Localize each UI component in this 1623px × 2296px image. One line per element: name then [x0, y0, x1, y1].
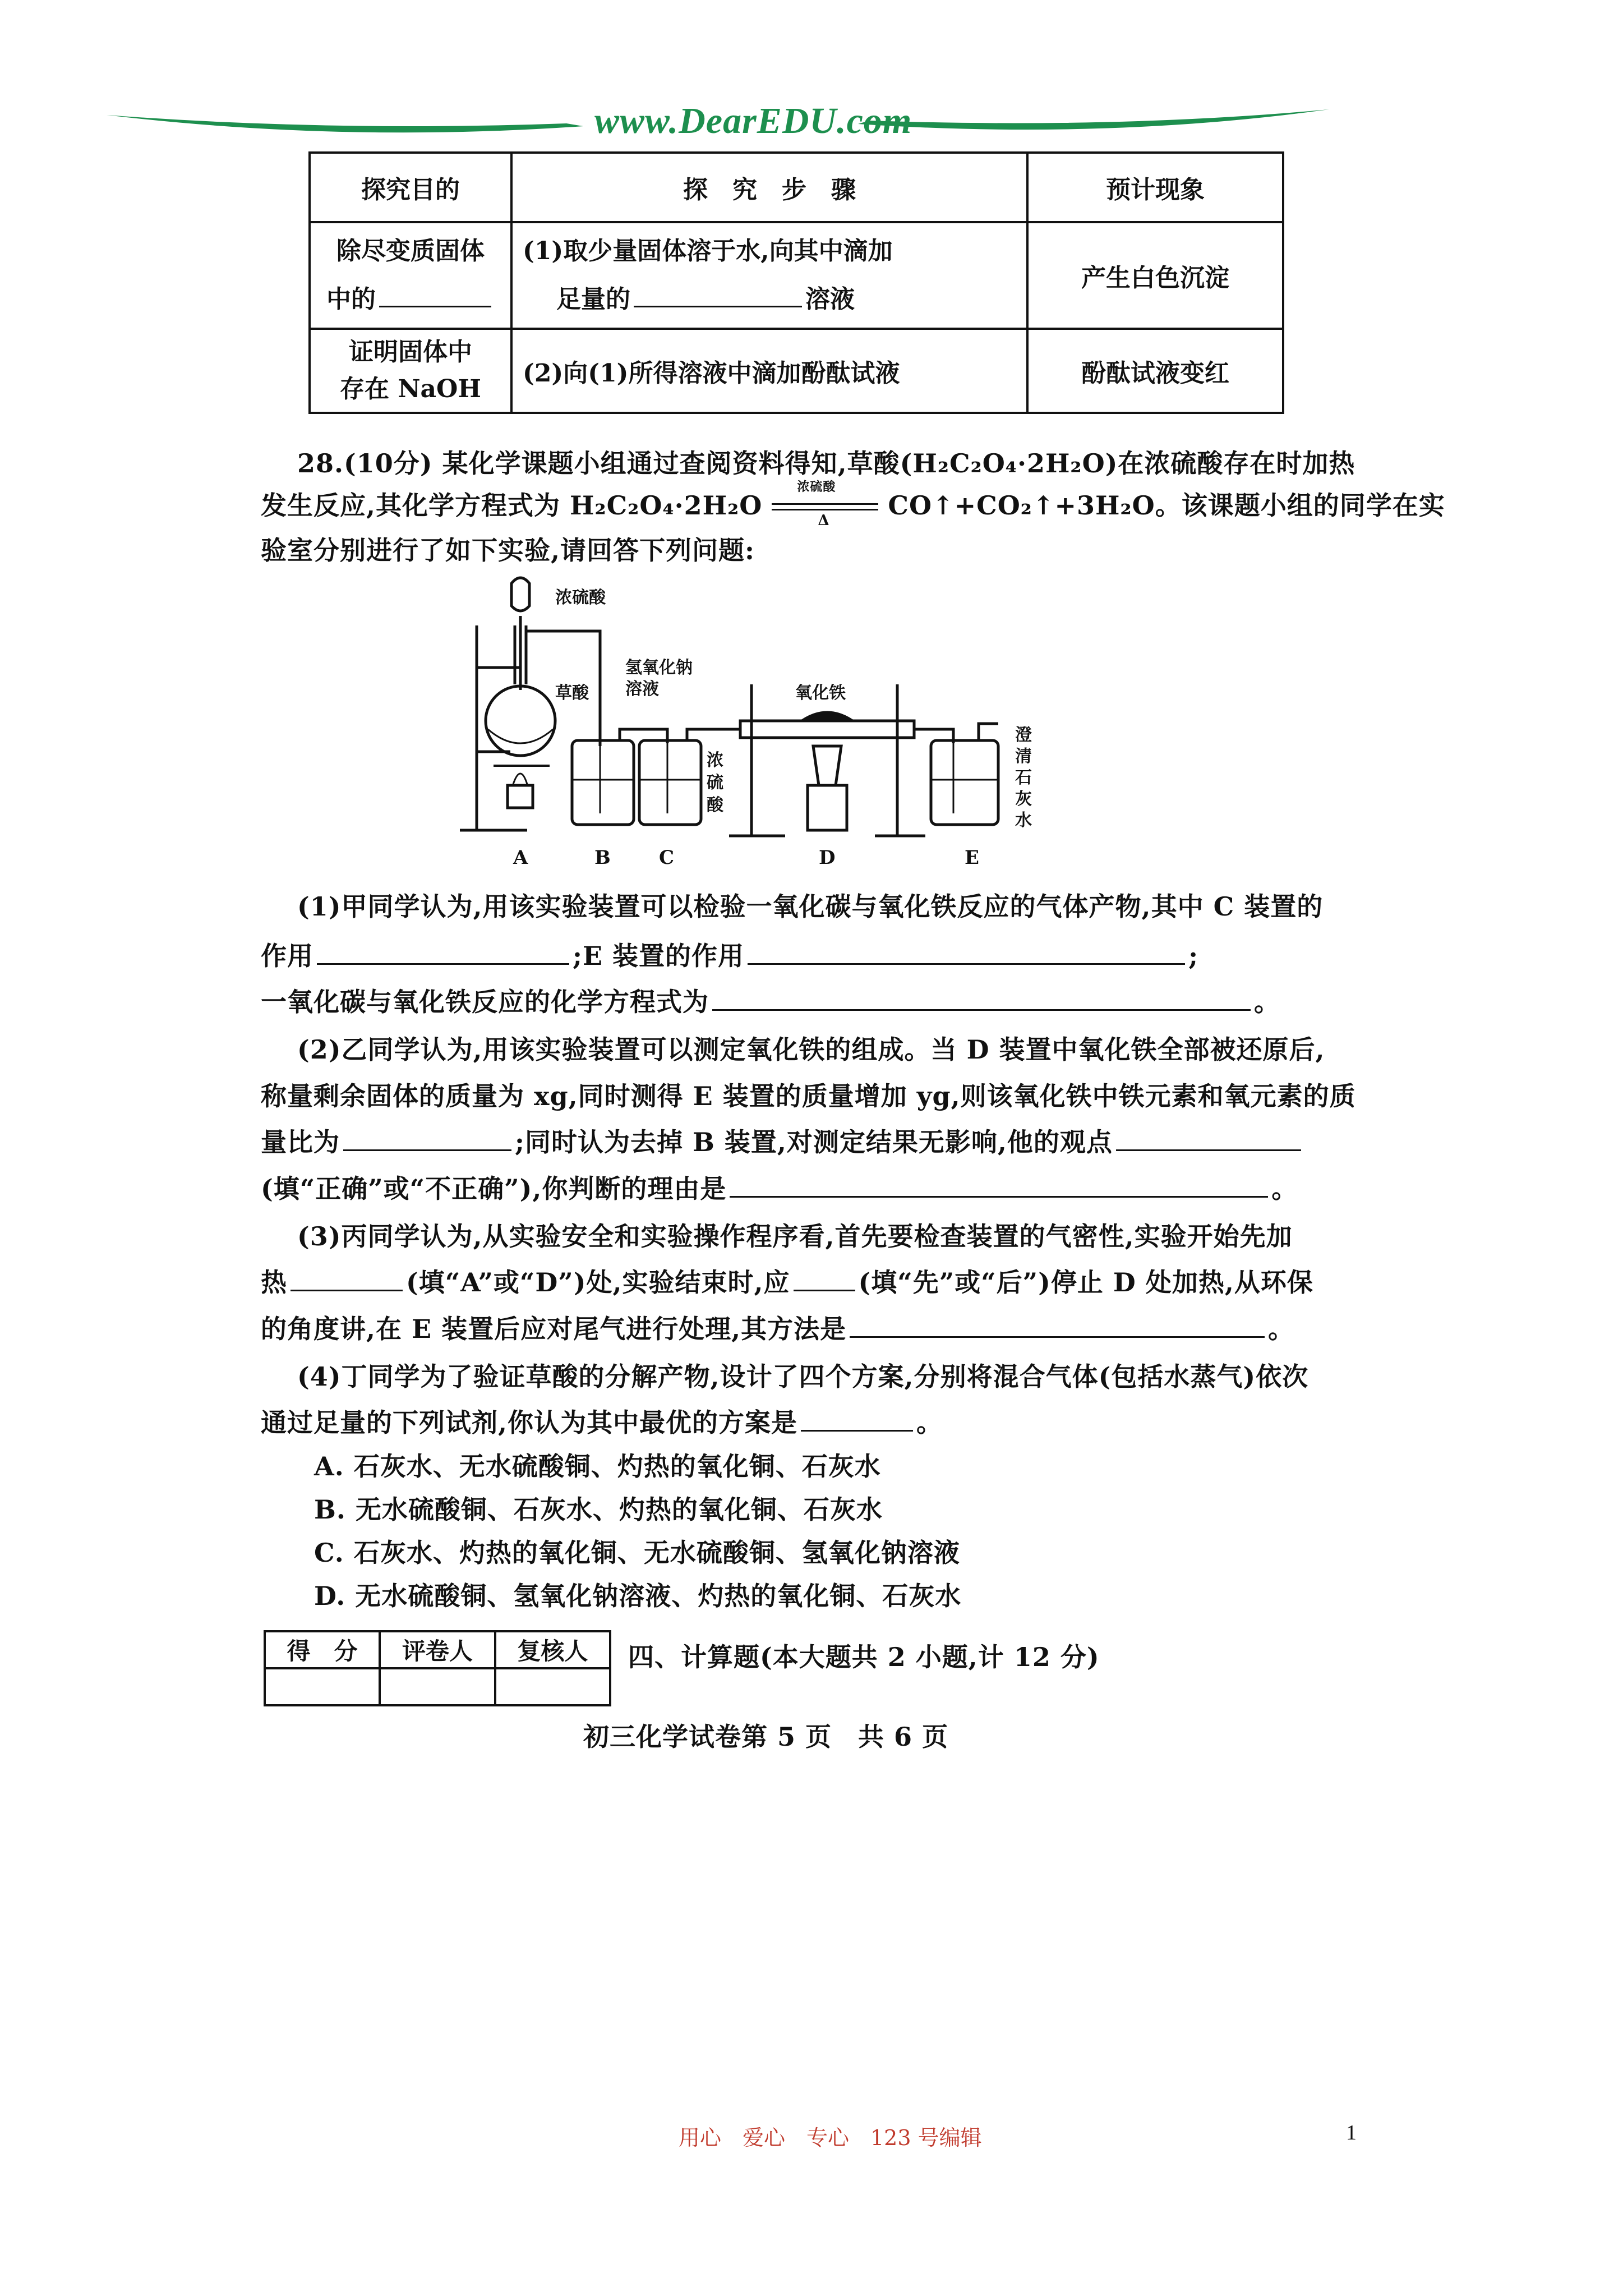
table-header-cell: 探 究 步 骤 — [511, 153, 1027, 222]
answer-blank[interactable] — [794, 1268, 855, 1291]
part1-line1: (1)甲同学认为,用该实验装置可以检验一氧化碳与氧化铁反应的气体产物,其中 C 装置的 — [297, 891, 1324, 922]
text: 作用 — [261, 941, 313, 971]
cell-text: 存在 NaOH — [340, 375, 481, 403]
probe-table — [308, 151, 1284, 414]
cell-text-blank — [523, 275, 1016, 324]
table-cell: 产生白色沉淀 — [1027, 222, 1283, 329]
table-cell: 酚酞试液变红 — [1027, 329, 1283, 413]
table-cell — [310, 222, 511, 329]
letter-c: C — [659, 846, 675, 869]
letter-b: B — [594, 846, 611, 869]
label-limewater-5: 水 — [1015, 811, 1032, 830]
text: 量比为 — [261, 1127, 340, 1157]
part4-line1: (4)丁同学为了验证草酸的分解产物,设计了四个方案,分别将混合气体(包括水蒸气)依次 — [297, 1361, 1309, 1392]
q28-line2-b: CO↑+CO₂↑+3H₂O。该课题小组的同学在实 — [888, 490, 1445, 521]
letter-d: D — [819, 846, 836, 869]
dropping-funnel — [511, 578, 529, 611]
label-limewater-1: 澄 — [1015, 725, 1032, 745]
text: 。 — [1268, 1314, 1295, 1344]
answer-blank[interactable] — [317, 942, 569, 965]
cell-text: 溶液 — [805, 285, 855, 314]
answer-blank[interactable] — [748, 942, 1185, 965]
text: 的角度讲,在 E 装置后应对尾气进行处理,其方法是 — [261, 1314, 847, 1344]
table-cell — [511, 222, 1027, 329]
burner-base — [808, 785, 847, 830]
part3-line2 — [261, 1262, 1313, 1299]
part2-line4 — [261, 1168, 1298, 1205]
option-a: A. 石灰水、无水硫酸铜、灼热的氧化铜、石灰水 — [314, 1451, 881, 1481]
table-header-cell: 得 分 — [265, 1631, 380, 1668]
answer-blank[interactable] — [730, 1175, 1268, 1198]
table-header-cell: 预计现象 — [1027, 153, 1283, 222]
option-c: C. 石灰水、灼热的氧化铜、无水硫酸铜、氢氧化钠溶液 — [314, 1538, 960, 1568]
cell-text: (1)取少量固体溶于水,向其中滴加 — [523, 237, 893, 265]
text: (填“A”或“D”)处,实验结束时,应 — [406, 1267, 790, 1297]
reaction-arrow — [772, 480, 878, 529]
cell-text: 除尽变质固体 — [336, 237, 485, 265]
burner — [813, 746, 841, 785]
text: ;同时认为去掉 B 装置,对测定结果无影响,他的观点 — [515, 1127, 1113, 1157]
part4-line2 — [261, 1402, 943, 1439]
wash-bottle-b — [572, 740, 634, 825]
score-table — [264, 1630, 611, 1706]
label-oxalic: 草酸 — [555, 683, 589, 703]
label-limewater-3: 石 — [1015, 768, 1032, 788]
grader-cell[interactable] — [380, 1668, 495, 1705]
outlet-tube — [979, 724, 998, 740]
label-fe2o3: 氧化铁 — [795, 683, 846, 703]
label-conc-acid: 浓硫酸 — [555, 588, 606, 608]
part3-line1: (3)丙同学认为,从实验安全和实验操作程序看,首先要检查装置的气密性,实验开始先加 — [297, 1221, 1293, 1251]
alcohol-lamp — [508, 785, 533, 808]
text: 热 — [261, 1267, 287, 1297]
option-b: B. 无水硫酸铜、石灰水、灼热的氧化铜、石灰水 — [314, 1494, 883, 1525]
table-header-cell: 复核人 — [495, 1631, 610, 1668]
answer-blank[interactable] — [379, 284, 491, 307]
round-bottom-flask — [486, 686, 555, 756]
part2-line1: (2)乙同学认为,用该实验装置可以测定氧化铁的组成。当 D 装置中氧化铁全部被还原后, — [297, 1034, 1325, 1065]
cell-text: 中的 — [326, 285, 376, 314]
part2-line3 — [261, 1122, 1304, 1159]
answer-blank[interactable] — [801, 1409, 913, 1432]
text: (填“先”或“后”)停止 D 处加热,从环保 — [858, 1267, 1313, 1297]
footer-page-number: 1 — [1346, 2121, 1357, 2145]
part3-line3 — [261, 1309, 1294, 1346]
table-row — [265, 1668, 610, 1705]
table-row — [310, 329, 1283, 413]
hard-glass-tube — [740, 721, 914, 738]
q28-line1: 28.(10分) 某化学课题小组通过查阅资料得知,草酸(H₂C₂O₄·2H₂O)在浓硫酸存在时加热 — [297, 448, 1355, 478]
letter-a: A — [513, 846, 528, 869]
text: 一氧化碳与氧化铁反应的化学方程式为 — [261, 987, 709, 1017]
answer-blank[interactable] — [343, 1128, 511, 1151]
table-cell: (2)向(1)所得溶液中滴加酚酞试液 — [511, 329, 1027, 413]
q28-line3: 验室分别进行了如下实验,请回答下列问题: — [261, 535, 755, 565]
label-naoh-2: 溶液 — [625, 679, 659, 699]
table-header-row — [265, 1631, 610, 1668]
label-limewater-4: 灰 — [1015, 789, 1032, 809]
reviewer-cell[interactable] — [495, 1668, 610, 1705]
label-conc-c-2: 硫 — [707, 773, 723, 793]
answer-blank[interactable] — [1116, 1128, 1301, 1151]
option-d: D. 无水硫酸铜、氢氧化钠溶液、灼热的氧化铜、石灰水 — [314, 1581, 962, 1611]
label-limewater-2: 清 — [1015, 747, 1032, 766]
liquid-level — [488, 729, 553, 743]
label-naoh: 氢氧化钠 — [625, 658, 693, 678]
wash-bottle-c — [639, 740, 701, 825]
connect-tube — [687, 729, 740, 740]
table-header-cell: 评卷人 — [380, 1631, 495, 1668]
iron-oxide — [802, 712, 852, 721]
answer-blank[interactable] — [850, 1315, 1265, 1338]
cell-text: 足量的 — [556, 285, 630, 314]
wash-bottle-e — [931, 740, 998, 825]
page-label: 初三化学试卷第 5 页 共 6 页 — [583, 1722, 949, 1752]
apparatus-diagram — [460, 572, 1077, 875]
cell-text: 证明固体中 — [349, 338, 472, 366]
text: 。 — [1271, 1174, 1298, 1204]
part1-line3 — [261, 982, 1280, 1019]
flame — [513, 774, 527, 784]
text: ;E 装置的作用 — [573, 941, 745, 971]
cell-text-blank — [321, 275, 500, 324]
score-cell[interactable] — [265, 1668, 380, 1705]
answer-blank[interactable] — [712, 988, 1251, 1011]
part2-line2: 称量剩余固体的质量为 xg,同时测得 E 装置的质量增加 yg,则该氧化铁中铁元素和氧元素的质 — [261, 1081, 1356, 1111]
table-row — [310, 222, 1283, 329]
text: 通过足量的下列试剂,你认为其中最优的方案是 — [261, 1407, 798, 1438]
part1-line2 — [261, 936, 1198, 973]
table-cell — [310, 329, 511, 413]
q28-line2 — [261, 480, 1445, 529]
site-url: www.DearEDU.com — [594, 100, 912, 141]
answer-blank[interactable] — [291, 1268, 403, 1291]
equals-line — [772, 503, 878, 505]
condition-bottom: Δ — [818, 512, 830, 529]
letter-e: E — [965, 846, 979, 869]
table-header-cell: 探究目的 — [310, 153, 511, 222]
text: 。 — [1254, 987, 1280, 1017]
label-conc-c-3: 酸 — [707, 795, 723, 815]
text: 。 — [916, 1407, 943, 1438]
label-conc-c-1: 浓 — [707, 751, 723, 770]
condition-top: 浓硫酸 — [797, 480, 836, 494]
answer-blank[interactable] — [634, 284, 802, 307]
text: ; — [1188, 941, 1199, 971]
q28-line2-a: 发生反应,其化学方程式为 H₂C₂O₄·2H₂O — [261, 490, 763, 521]
equals-line — [772, 509, 878, 510]
section-4-title: 四、计算题(本大题共 2 小题,计 12 分) — [628, 1642, 1100, 1672]
footer-text: 用心 爱心 专心 123 号编辑 — [679, 2125, 982, 2150]
table-header-row — [310, 153, 1283, 222]
text: (填“正确”或“不正确”),你判断的理由是 — [261, 1174, 727, 1204]
